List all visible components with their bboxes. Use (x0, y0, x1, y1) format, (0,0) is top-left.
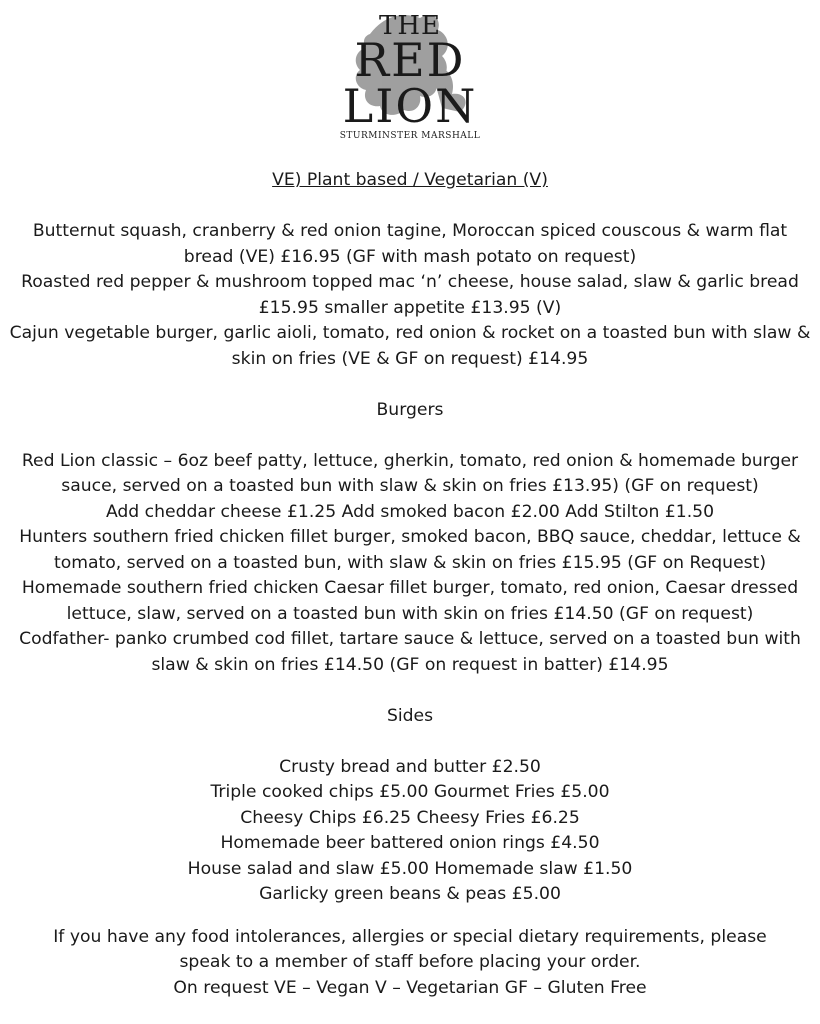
menu-line: Cajun vegetable burger, garlic aioli, tomato, red onion & rocket on a toasted bun with slaw & (9, 323, 811, 343)
restaurant-logo (330, 4, 490, 144)
logo-word-red: RED (354, 33, 466, 87)
menu-line: sauce, served on a toasted bun with slaw & skin on fries £13.95) (GF on request) (61, 476, 759, 496)
menu-line: House salad and slaw £5.00 Homemade slaw £1.50 (187, 858, 633, 879)
lion-emblem-icon (330, 4, 490, 129)
menu-line: Codfather- panko crumbed cod fillet, tartare sauce & lettuce, served on a toasted bun with (19, 629, 801, 649)
sides-items (0, 755, 820, 908)
menu-line: Red Lion classic – 6oz beef patty, lettuce, gherkin, tomato, red onion & homemade burger (21, 450, 799, 471)
menu-line: lettuce, slaw, served on a toasted bun with skin on fries £14.50 (GF on request) (66, 603, 754, 624)
burger-items (0, 449, 820, 679)
menu-line: Hunters southern fried chicken fillet burger, smoked bacon, BBQ sauce, cheddar, lettuce & (19, 527, 801, 547)
section-title-sides: Sides (386, 705, 434, 726)
notice-line: On request VE – Vegan V – Vegetarian GF – Gluten Free (173, 977, 647, 998)
menu-line: Triple cooked chips £5.00 Gourmet Fries £5.00 (210, 782, 610, 802)
menu-line: slaw & skin on fries £14.50 (GF on request in batter) £14.95 (151, 654, 669, 675)
notice-line: If you have any food intolerances, allergies or special dietary requirements, please (53, 926, 767, 947)
menu-line: Crusty bread and butter £2.50 (279, 756, 541, 777)
menu-line: Butternut squash, cranberry & red onion tagine, Moroccan spiced couscous & warm flat (32, 221, 788, 241)
menu-line: Homemade beer battered onion rings £4.50 (220, 833, 600, 853)
menu-line: Cheesy Chips £6.25 Cheesy Fries £6.25 (240, 807, 580, 828)
menu-line: tomato, served on a toasted bun, with slaw & skin on fries £15.95 (GF on Request) (53, 552, 767, 573)
vegetarian-items (0, 219, 820, 372)
menu-body (0, 168, 820, 1001)
logo-word-lion: LION (342, 79, 478, 129)
menu-line: Garlicky green beans & peas £5.00 (259, 884, 561, 904)
menu-line: skin on fries (VE & GF on request) £14.95 (231, 348, 589, 369)
dietary-notice (0, 925, 820, 1002)
menu-line: Homemade southern fried chicken Caesar fillet burger, tomato, red onion, Caesar dressed (21, 578, 799, 598)
section-title-vegetarian: VE) Plant based / Vegetarian (V) (272, 170, 548, 190)
menu-line: £15.95 smaller appetite £13.95 (V) (258, 297, 562, 318)
menu-line: Roasted red pepper & mushroom topped mac ‘n’ cheese, house salad, slaw & garlic bread (21, 272, 799, 292)
logo-word-the: THE (379, 11, 441, 41)
menu-line: bread (VE) £16.95 (GF with mash potato on request) (183, 246, 637, 267)
section-title-burgers: Burgers (376, 399, 444, 420)
menu-line: Add cheddar cheese £1.25 Add smoked bacon £2.00 Add Stilton £1.50 (105, 501, 715, 522)
logo-tagline: STURMINSTER MARSHALL (339, 131, 481, 141)
notice-line: speak to a member of staff before placing your order. (179, 952, 641, 972)
